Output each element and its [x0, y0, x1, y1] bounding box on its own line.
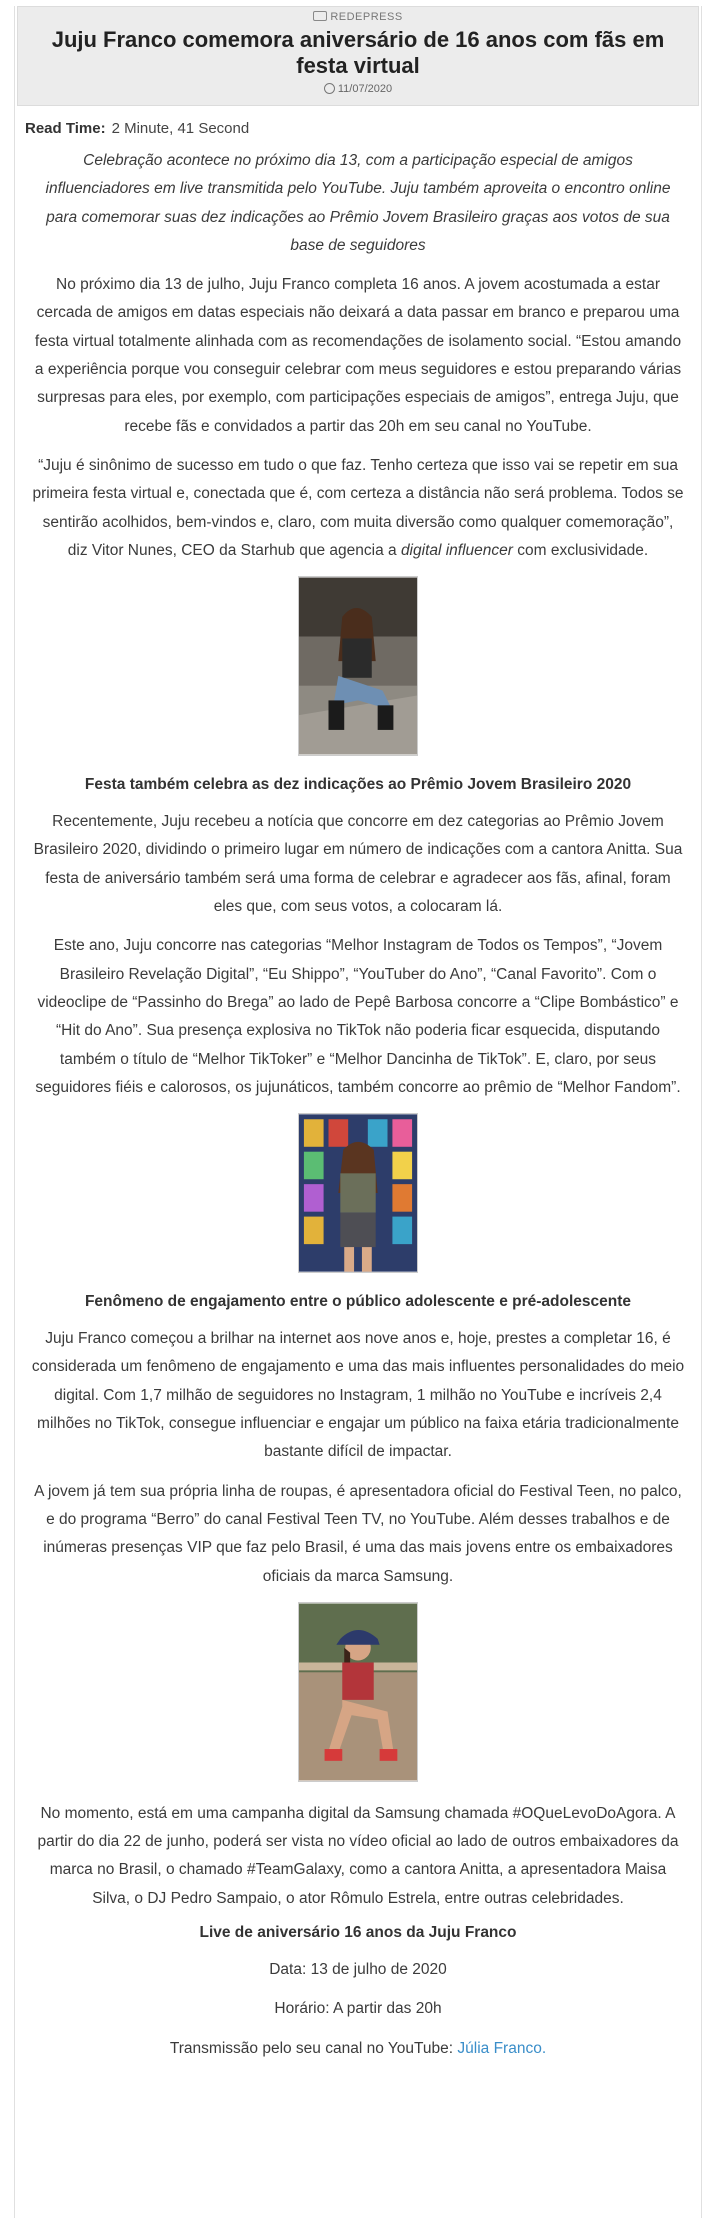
event-date: Data: 13 de julho de 2020	[269, 1960, 447, 1978]
paragraph-5: Juju Franco começou a brilhar na internet aos nove anos e, hoje, prestes a completar 16, é considerada um fenômeno de engajamento e uma das mais influentes personalidades do meio digital. Com 1,7 milhão de seguidores no Instagram, 1 milhão no YouTube e incríveis 2,4 milhões no TikTok, consegue influenciar e engajar um público na faixa etária tradicionalmente bastante difícil de impactar.	[31, 1330, 685, 1461]
subheading-1: Festa também celebra as dez indicações ao Prêmio Jovem Brasileiro 2020	[84, 776, 632, 794]
publish-date	[28, 83, 688, 95]
article-title: Juju Franco comemora aniversário de 16 anos com fãs em festa virtual	[51, 27, 665, 78]
article-body	[15, 147, 701, 2063]
article-page	[14, 6, 702, 2218]
lead-paragraph: Celebração acontece no próximo dia 13, com a participação especial de amigos influenciadores em live transmitida pelo YouTube. Juju também aproveita o encontro online para comemorar suas dez indicações ao Prêmio Jovem Brasileiro graças aos votos de sua base de seguidores	[45, 152, 671, 254]
photo-2[interactable]	[298, 1113, 418, 1273]
paragraph-2-part-a: “Juju é sinônimo de sucesso em tudo o que faz. Tenho certeza que isso vai se repetir em sua primeira festa virtual e, conectada que é, com certeza a distância não será problema. Todos se sentirão acolhidos, bem-vindos e, claro, com muita diversão como qualquer comemoração”, diz Vitor Nunes, CEO da Starhub que agencia a	[32, 456, 684, 559]
paragraph-2-emphasis: digital influencer	[400, 541, 513, 559]
paragraph-2-part-b: com exclusividade.	[512, 541, 649, 559]
read-time	[25, 120, 691, 137]
event-channel	[31, 2035, 685, 2063]
date-text: 11/07/2020	[337, 83, 393, 95]
read-time-label: Read Time:	[25, 120, 106, 137]
event-channel-label: Transmissão pelo seu canal no YouTube:	[169, 2039, 458, 2057]
event-time: Horário: A partir das 20h	[274, 2000, 442, 2018]
paragraph-3: Recentemente, Juju recebeu a notícia que concorre em dez categorias ao Prêmio Jovem Brasileiro 2020, dividindo o primeiro lugar em número de indicações com a cantora Anitta. Sua festa de aniversário também será uma forma de celebrar e agradecer aos fãs, afinal, foram eles que, com seus votos, a colocaram lá.	[33, 813, 683, 916]
paragraph-2	[31, 452, 685, 565]
source-text[interactable]: REDEPRESS	[330, 11, 403, 23]
paragraph-4: Este ano, Juju concorre nas categorias “Melhor Instagram de Todos os Tempos”, “Jovem Brasileiro Revelação Digital”, “Eu Shippo”, “YouTuber do Ano”, “Canal Favorito”. Com o videoclipe de “Passinho do Brega” ao lado de Pepê Barbosa concorre a “Clipe Bombástico” e “Hit do Ano”. Sua presença explosiva no TikTok não poderia ficar esquecida, disputando também o título de “Melhor TikToker” e “Melhor Dancinha de TikTok”. E, claro, por seus seguidores fiéis e calorosos, os jujunáticos, também concorre ao prêmio de “Melhor Fandom”.	[35, 937, 681, 1096]
clock-icon	[324, 83, 335, 94]
photo-1[interactable]	[298, 576, 418, 756]
source-label[interactable]	[28, 11, 688, 23]
youtube-channel-link[interactable]: Júlia Franco.	[457, 2039, 547, 2057]
paragraph-7: No momento, está em uma campanha digital da Samsung chamada #OQueLevoDoAgora. A partir do dia 22 de junho, poderá ser vista no vídeo oficial ao lado de outros embaixadores da marca no Brasil, o chamado #TeamGalaxy, como a cantora Anitta, a apresentadora Maisa Silva, o DJ Pedro Sampaio, o ator Rômulo Estrela, entre outras celebridades.	[37, 1804, 679, 1907]
photo-3[interactable]	[298, 1602, 418, 1782]
subheading-2: Fenômeno de engajamento entre o público adolescente e pré-adolescente	[84, 1293, 632, 1311]
subheading-3: Live de aniversário 16 anos da Juju Franco	[199, 1923, 517, 1941]
read-time-value: 2 Minute, 41 Second	[111, 120, 250, 137]
article-header	[17, 6, 699, 106]
paragraph-6: A jovem já tem sua própria linha de roupas, é apresentadora oficial do Festival Teen, no palco, e do programa “Berro” do canal Festival Teen TV, no YouTube. Além desses trabalhos e de inúmeras presenças VIP que faz pelo Brasil, é uma das mais jovens entre os embaixadores oficiais da marca Samsung.	[34, 1482, 682, 1585]
folder-icon	[313, 11, 327, 21]
paragraph-1: No próximo dia 13 de julho, Juju Franco completa 16 anos. A jovem acostumada a estar cercada de amigos em datas especiais não deixará a data passar em branco e preparou uma festa virtual totalmente alinhada com as recomendações de isolamento social. “Estou amando a experiência porque vou conseguir celebrar com meus seguidores e estou preparando várias surpresas para eles, por exemplo, com participações especiais de amigos”, entrega Juju, que recebe fãs e convidados a partir das 20h em seu canal no YouTube.	[34, 276, 682, 435]
